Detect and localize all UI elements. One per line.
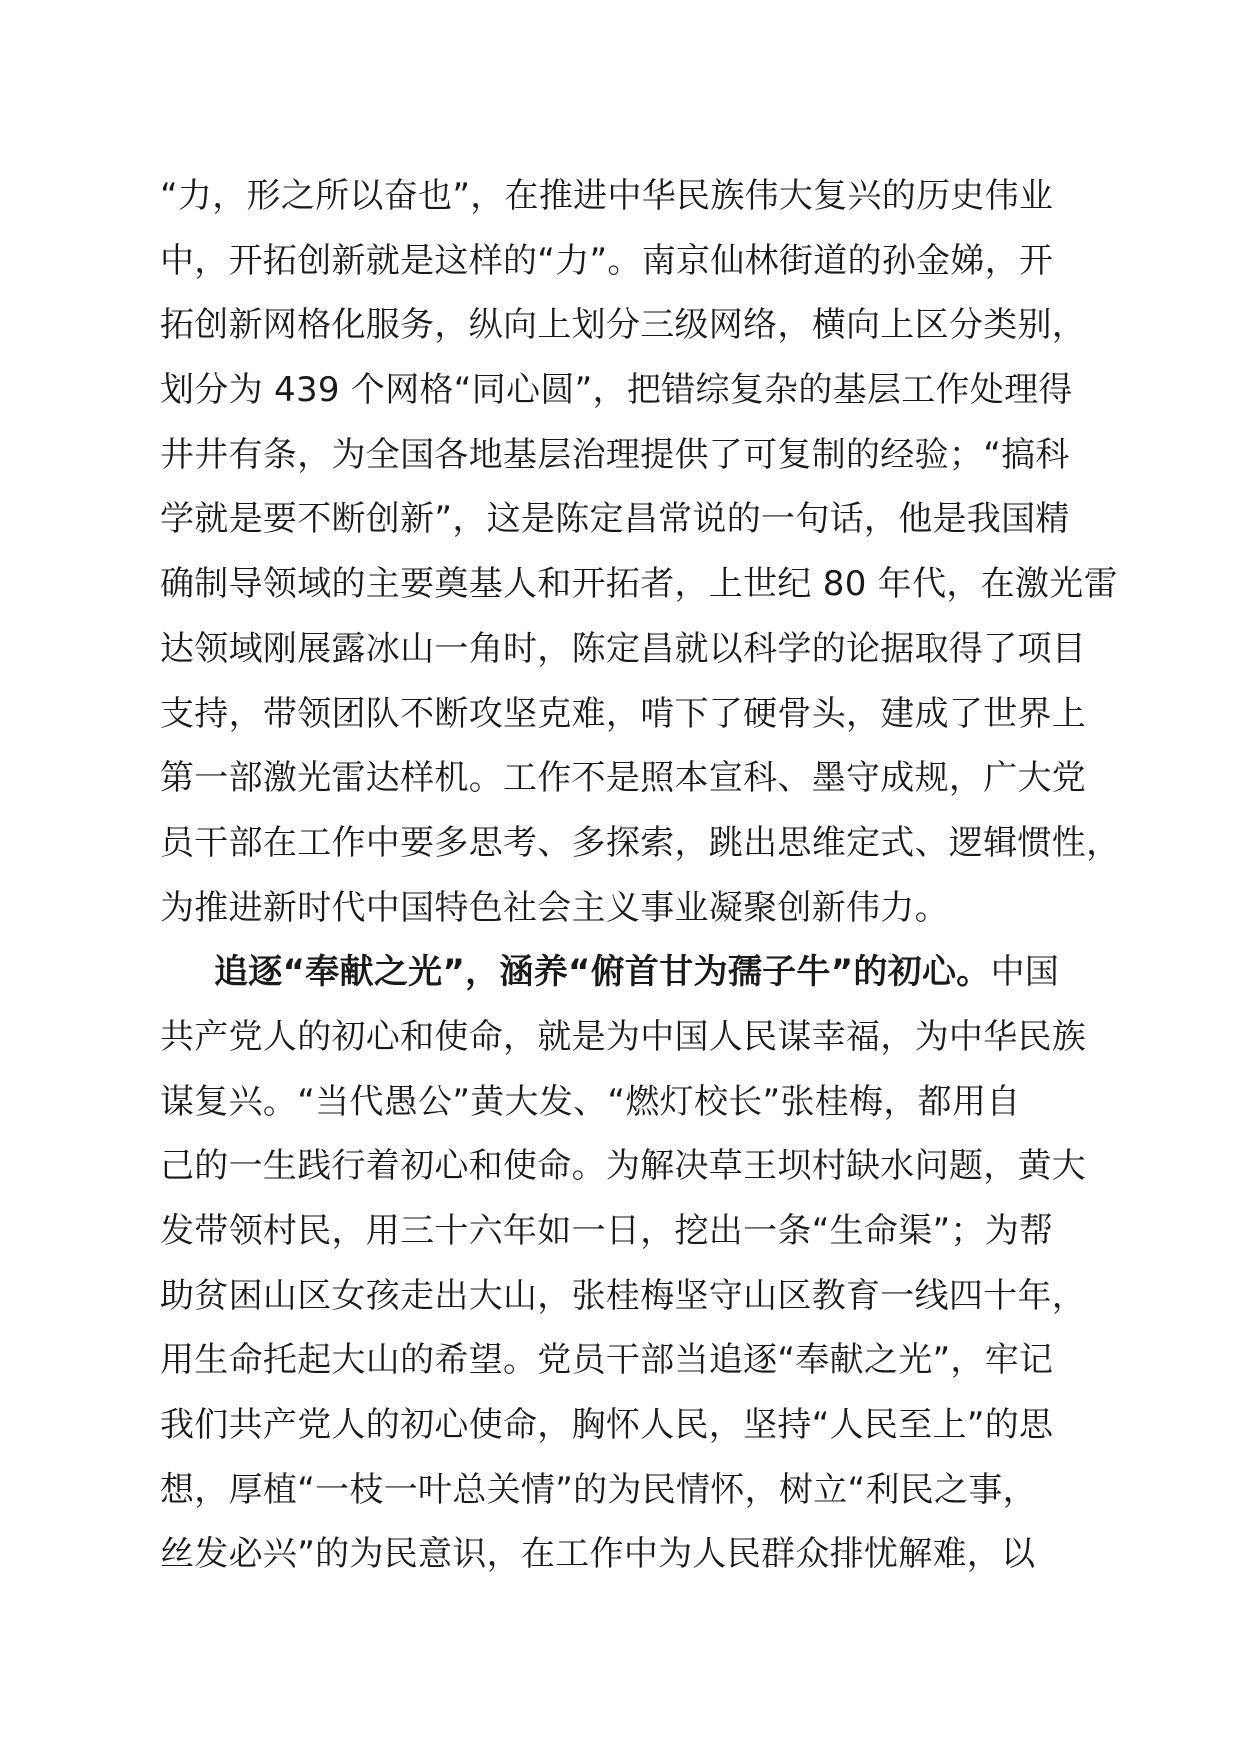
- text-line: 学就是要不断创新”，这是陈定昌常说的一句话，他是我国精: [160, 499, 1070, 540]
- paragraph-first-line: [160, 940, 1100, 1005]
- text-line: 划分为 439 个网格“同心圆”，把错综复杂的基层工作处理得: [160, 370, 1073, 411]
- paragraph-dedication: [160, 940, 1100, 1587]
- text-line: 助贫困山区女孩走出大山，张桂梅坚守山区教育一线四十年，: [160, 1275, 1087, 1316]
- text-line: 我们共产党人的初心使命，胸怀人民，坚持“人民至上”的思: [160, 1405, 1054, 1446]
- text-line: 中，开拓创新就是这样的“力”。南京仙林街道的孙金娣，开: [160, 240, 1054, 281]
- text-line: 想，厚植“一枝一叶总关情”的为民情怀，树立“利民之事，: [160, 1469, 1037, 1510]
- text-line: 拓创新网格化服务，纵向上划分三级网络，横向上区分类别，: [160, 305, 1087, 346]
- text-line: 共产党人的初心和使命，就是为中国人民谋幸福，为中华民族: [160, 1016, 1087, 1057]
- text-line: 丝发必兴”的为民意识，在工作中为人民群众排忧解难，以: [160, 1534, 1036, 1575]
- text-line: 用生命托起大山的希望。党员干部当追逐“奉献之光”，牢记: [160, 1340, 1054, 1381]
- text-line: 达领域刚展露冰山一角时，陈定昌就以科学的论据取得了项目: [160, 628, 1087, 669]
- text-run: 中国: [990, 952, 1060, 993]
- text-line: 发带领村民，用三十六年如一日，挖出一条“生命渠”；为帮: [160, 1211, 1054, 1251]
- body-text: [160, 164, 1121, 1587]
- text-line: 第一部激光雷达样机。工作不是照本宣科、墨守成规，广大党: [160, 758, 1087, 799]
- text-line: 为推进新时代中国特色社会主义事业凝聚创新伟力。: [160, 887, 949, 928]
- text-line: 员干部在工作中要多思考、多探索，跳出思维定式、逻辑惯性，: [160, 822, 1121, 863]
- text-line: 支持，带领团队不断攻坚克难，啃下了硬骨头，建成了世界上: [160, 693, 1087, 734]
- paragraph-innovation: [160, 164, 1121, 940]
- text-line: 井井有条，为全国各地基层治理提供了可复制的经验；“搞科: [160, 434, 1070, 475]
- text-line: 确制导领域的主要奠基人和开拓者，上世纪 80 年代，在激光雷: [160, 564, 1118, 605]
- text-line: 己的一生践行着初心和使命。为解决草王坝村缺水问题，黄大: [160, 1146, 1087, 1187]
- bold-heading: 追逐“奉献之光”，涵养“俯首甘为孺子牛”的初心。: [214, 952, 991, 993]
- text-line: 谋复兴。“当代愚公”黄大发、“燃灯校长”张桂梅，都用自: [160, 1081, 1021, 1122]
- text-line: “力，形之所以奋也”，在推进中华民族伟大复兴的历史伟业: [160, 176, 1054, 216]
